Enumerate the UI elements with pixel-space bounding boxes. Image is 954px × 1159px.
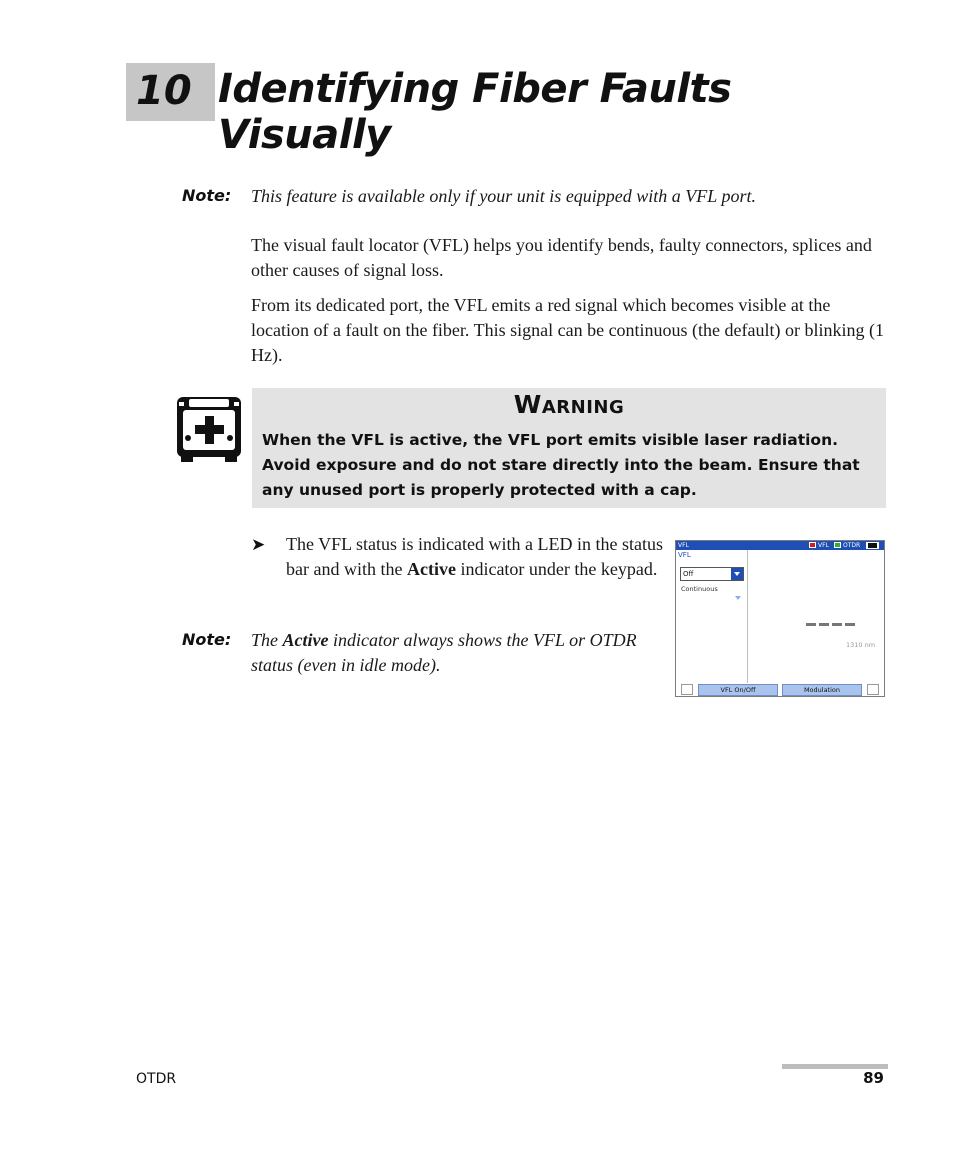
note-text-part: indicator always shows the VFL or OTDR status (even in idle mode).: [251, 630, 637, 675]
softkey-blank[interactable]: [867, 684, 879, 695]
bullet-arrow-icon: ➤: [251, 535, 266, 554]
softkey-blank[interactable]: [681, 684, 693, 695]
body-paragraph: From its dedicated port, the VFL emits a red signal which becomes visible at the location of a fault on the fiber. This signal can be continuous (the default) or blinking (1 Hz).: [251, 295, 885, 365]
footer-product: OTDR: [136, 1071, 177, 1087]
chevron-down-icon[interactable]: [734, 586, 742, 605]
window-title-bar: [676, 541, 884, 550]
vfl-state-select[interactable]: [680, 567, 744, 581]
bullet-text: [286, 532, 671, 582]
note-label: Note:: [182, 186, 232, 205]
body-paragraph: The visual fault locator (VFL) helps you identify bends, faulty connectors, splices and other causes of signal loss.: [251, 235, 872, 280]
note-bold-term: Active: [282, 630, 329, 650]
vfl-state-value: Off: [683, 570, 694, 578]
chapter-title: Identifying Fiber Faults Visually: [218, 66, 732, 158]
modulation-value[interactable]: Continuous: [681, 585, 718, 593]
battery-icon: [866, 542, 879, 549]
panel-divider: [747, 550, 748, 683]
chapter-number: 10: [136, 68, 192, 114]
softkey-bar: [676, 684, 884, 696]
note-text-part: The: [251, 630, 283, 650]
page-number: 89: [863, 1069, 884, 1087]
vfl-screen-screenshot: [675, 540, 885, 697]
ambulance-icon: [175, 394, 243, 464]
bullet-bold-term: Active: [406, 559, 456, 579]
warning-box: [252, 388, 886, 508]
otdr-led-label: OTDR: [843, 542, 861, 549]
vfl-led-icon: [809, 542, 816, 548]
otdr-led-icon: [834, 542, 841, 548]
note-text: [251, 628, 651, 678]
note-label: Note:: [182, 630, 232, 649]
window-title: VFL: [678, 542, 689, 549]
bullet-text-part: indicator under the keypad.: [455, 559, 658, 579]
warning-text: When the VFL is active, the VFL port emits visible laser radiation. Avoid exposure and do not stare directly into the beam. Ensure that any unused port is properly protected with a cap.: [262, 431, 860, 499]
bullet-text-part: The VFL status is indicated with a LED in the status bar and with the: [286, 534, 663, 579]
chevron-down-icon[interactable]: [731, 568, 743, 580]
warning-title: Warning: [513, 390, 625, 419]
screen-subtitle: VFL: [678, 551, 691, 559]
note-text: This feature is available only if your unit is equipped with a VFL port.: [251, 186, 756, 206]
wavelength-label: 1310 nm: [846, 641, 876, 649]
status-display: [806, 613, 858, 632]
vfl-onoff-button[interactable]: VFL On/Off: [698, 684, 778, 696]
modulation-button[interactable]: Modulation: [782, 684, 862, 696]
vfl-led-label: VFL: [818, 542, 829, 549]
